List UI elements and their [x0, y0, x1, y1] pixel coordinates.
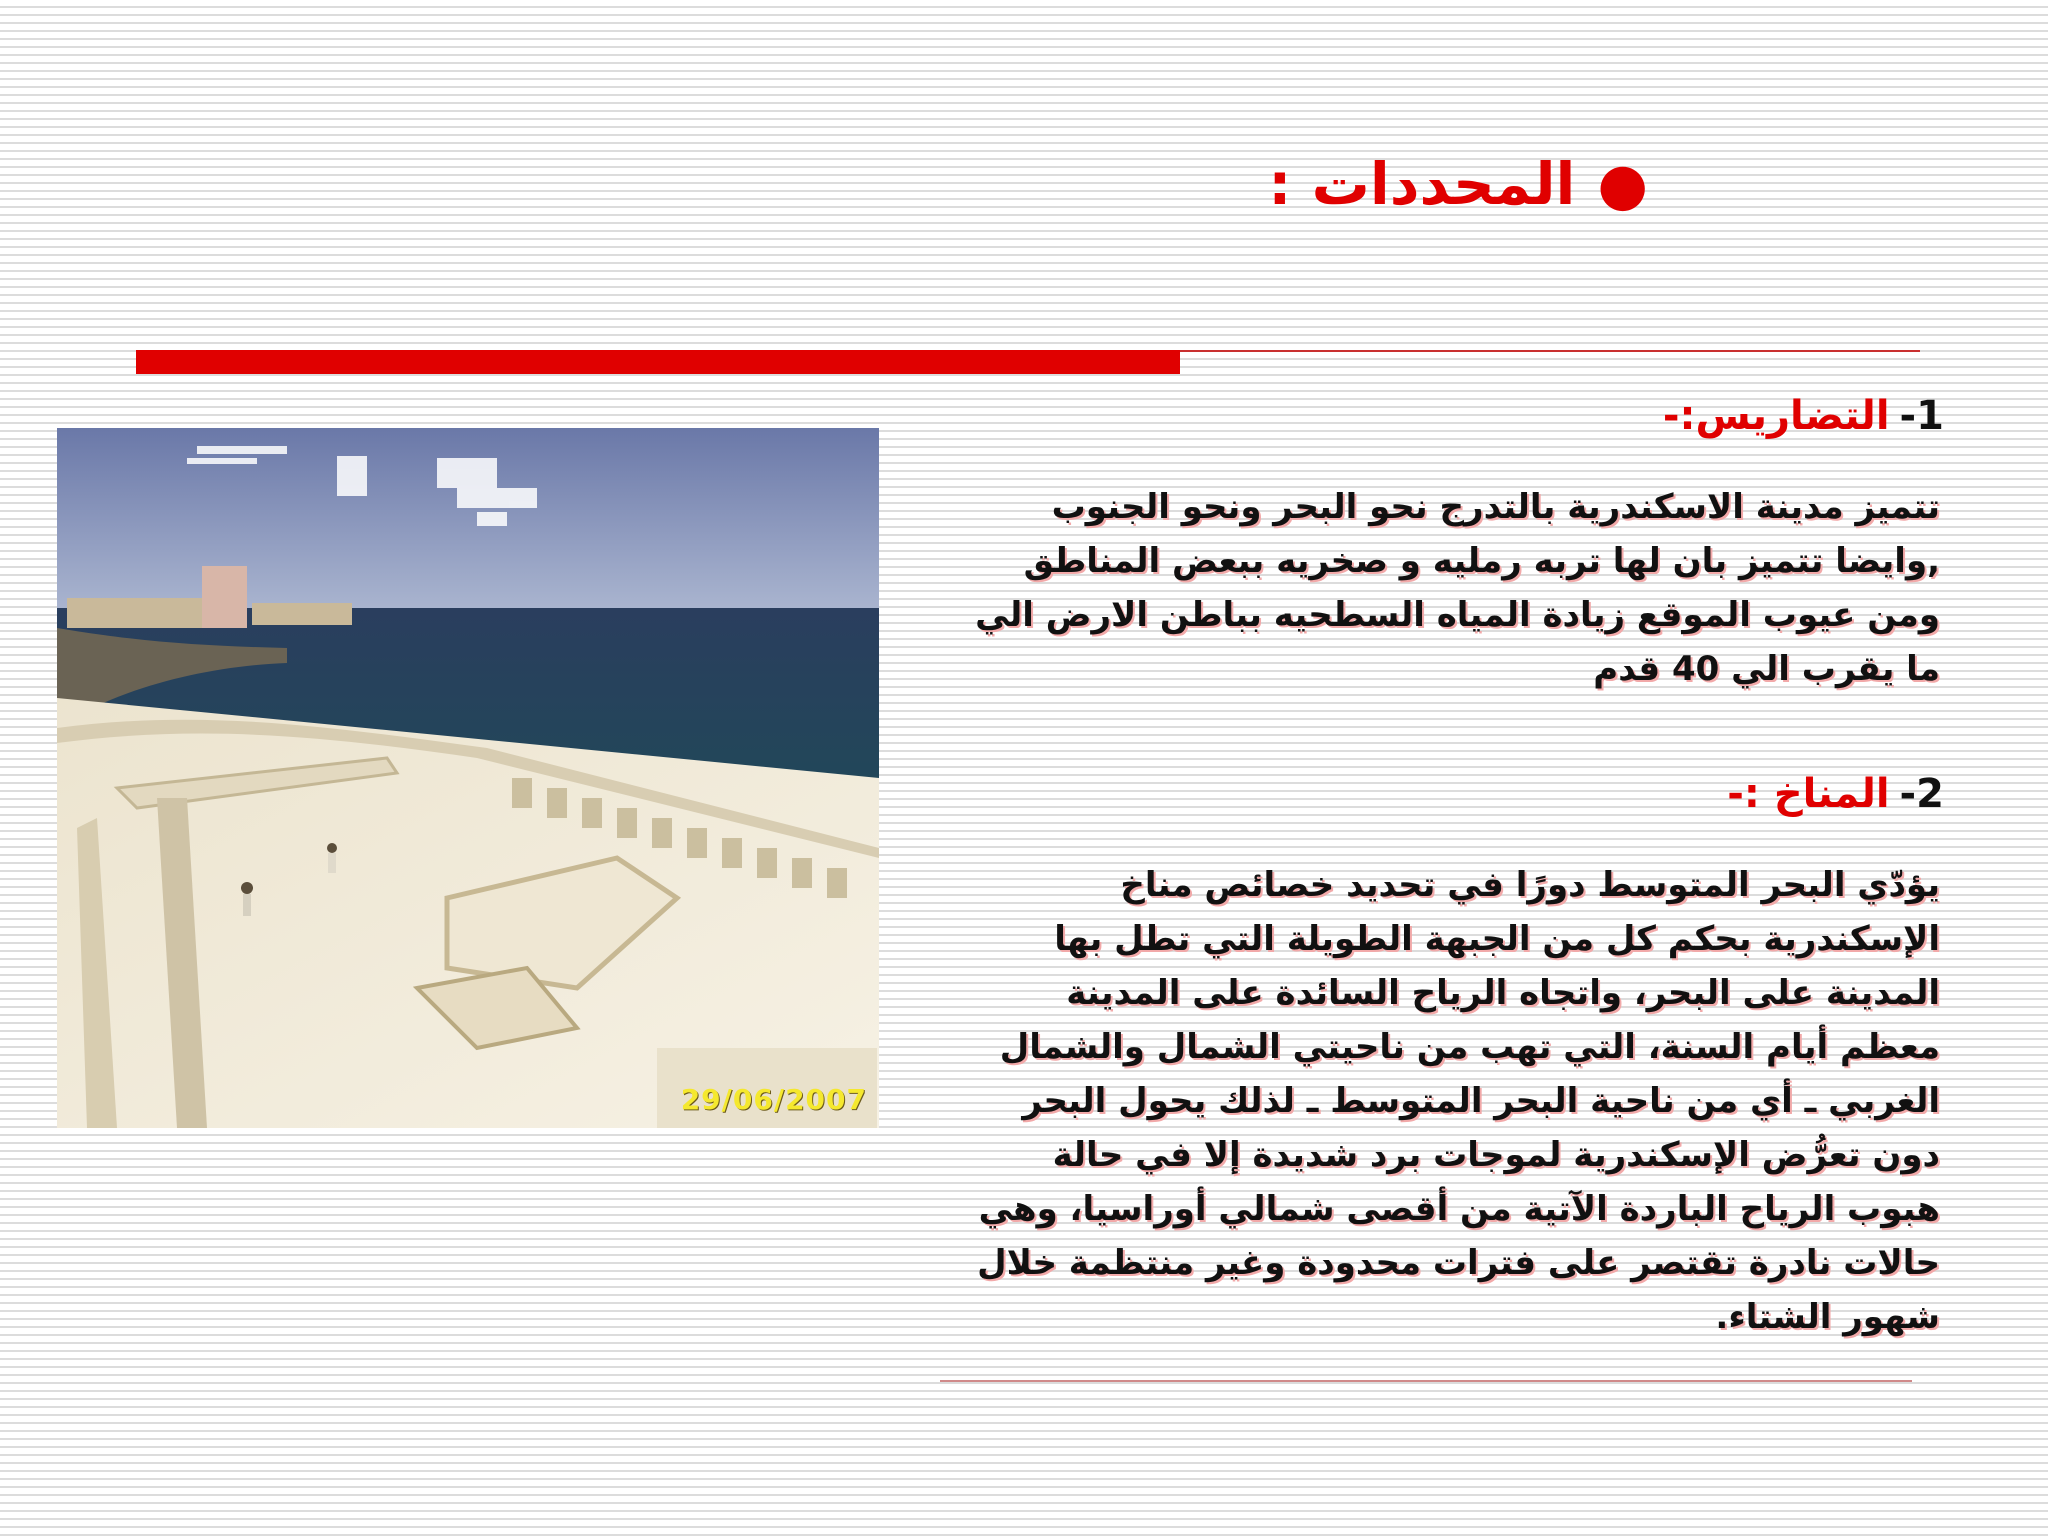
photo-date-stamp: 29/06/2007 [680, 1083, 867, 1116]
title-underline-thin [1180, 350, 1920, 352]
slide-title-text: المحددات : [1268, 150, 1576, 218]
bullet-icon: ● [1597, 150, 1648, 218]
section-1-heading [944, 390, 1944, 442]
section-2-heading [944, 768, 1944, 820]
section-2-number: 2- [1899, 771, 1944, 817]
photo-illustration [57, 428, 879, 1128]
alexandria-citadel-photo [57, 428, 879, 1128]
section-2-label: المناخ :- [1727, 771, 1890, 817]
bottom-divider [940, 1380, 1912, 1382]
section-1-number: 1- [1899, 393, 1944, 439]
section-2-paragraph: يؤدّي البحر المتوسط دورًا في تحديد خصائص مناخ الإسكندرية بحكم كل من الجبهة الطويلة التي تطل بها المدينة على البحر، واتجاه الرياح السائدة على المدينة معظم أيام السنة، التي تهب من ناحيتي الشمال والشمال الغربي ـ أي من ناحية البحر المتوسط ـ لذلك يحول البحر دون تعرُّض الإسكندرية لموجات برد شديدة إلا في حالة هبوب الرياح الباردة الآتية من أقصى شمالي أوراسيا، وهي حالات نادرة تقتصر على فترات محدودة وغير منتظمة خلال شهور الشتاء. [977, 865, 1940, 1337]
slide-title [1268, 150, 1648, 220]
section-1-label: التضاريس:- [1662, 393, 1890, 439]
section-1-paragraph: تتميز مدينة الاسكندرية بالتدرج نحو البحر ونحو الجنوب ,وايضا تتميز بان لها تربه رمليه و صخريه ببعض المناطق ومن عيوب الموقع زيادة المياه السطحيه بباطن الارض الي ما يقرب الي 40 قدم [975, 487, 1940, 689]
title-underline-thick [136, 350, 1180, 374]
